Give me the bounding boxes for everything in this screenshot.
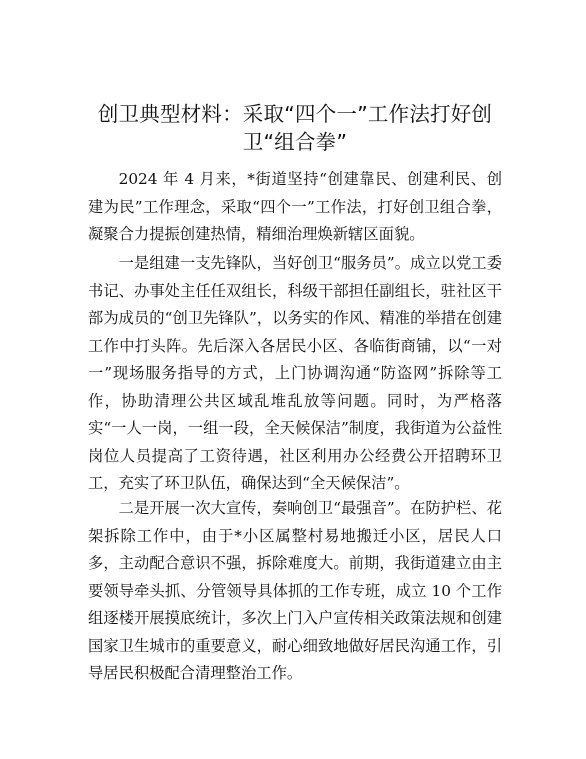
paragraph-second-measure: 二是开展一次大宣传，奏响创卫“最强音”。在防护栏、花架拆除工作中，由于*小区属整村易地搬迁小区，居民人口多，主动配合意识不强，拆除难度大。前期，我街道建立由主要领导牵头抓、分管领导具体抓的工作专班，成立 10 个工作组逐楼开展摸底统计，多次上门入户宣传相关政策法规和创建国家卫生城市的重要意义，耐心细致地做好居民沟通工作，引导居民积极配合清理整治工作。 xyxy=(88,499,502,682)
paragraph-intro: 2024 年 4 月来，*街道坚持“创建靠民、创建利民、创建为民”工作理念，采取“四个一”工作法，打好创卫组合拳，凝聚合力提振创建热情，精细治理焕新辖区面貌。 xyxy=(88,170,502,243)
paragraph-first-measure: 一是组建一支先锋队，当好创卫“服务员”。成立以党工委书记、办事处主任任双组长，科级干部担任副组长，驻社区干部为成员的“创卫先锋队”，以务实的作风、精准的举措在创建工作中打头阵。先后深入各居民小区、各临街商铺，以“一对一”现场服务指导的方式，上门协调沟通“防盗网”拆除等工作，协助清理公共区域乱堆乱放等问题。同时，为严格落实“一人一岗，一组一段，全天候保洁”制度，我街道为公益性岗位人员提高了工资待遇，社区利用办公经费公开招聘环卫工，充实了环卫队伍，确保达到“全天候保洁”。 xyxy=(88,254,502,492)
document-title: 创卫典型材料：采取“四个一”工作法打好创卫“组合拳” xyxy=(97,102,493,154)
